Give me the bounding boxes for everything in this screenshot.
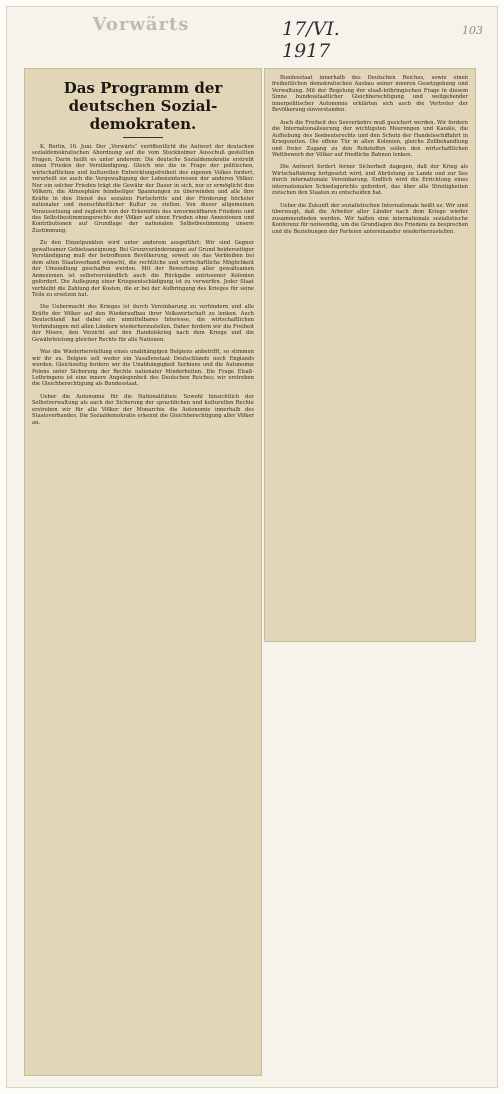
paragraph: Auch die Freiheit des Seeverkehrs muß gesichert werden. Wir fordern die Internationalisierung der wichtigsten Meerengen und Kanäle, die Aufhebung des Seebeuterechts und den Schutz der Handelsschiffahrt in Kriegszeiten. Die offene Tür in allen Kolonien, gleiche Zollbehandlung und freier Zugang zu den Rohstoffen sollen den wirtschaftlichen Wettbewerb der Völker auf friedliche Bahnen lenken.: [272, 119, 468, 158]
paragraph: Die Uebermacht des Krieges ist durch Vereinbarung zu verhindern und alle Kräfte der Völker auf den Wiederaufbau ihrer Volkswirtschaft zu lenken. Auch Deutschland hat dabei ein unmittelbares Interesse, die wirtschaftlichen Verbindungen mit allen Ländern wiederherzustellen. Daher fordern wir die Freiheit der Meere, den Verzicht auf den Handelskrieg nach dem Kriege und die Gewährleistung gleicher Rechte für alle Nationen.: [32, 304, 254, 343]
paragraph: K. Berlin, 16. Juni. Der „Vorwärts“ veröffentlicht die Antwort der deutschen sozialdemokratischen Abordnung auf die vom Stockholmer Ausschuß gestellten Fragen. Darin heißt es unter anderem: Die deutsche Sozialdemokratie erstrebt einen Frieden der Verständigung. Gleich wie die in Frage der politischen, wirtschaftlichen und kulturellen Entwicklungsfreiheit des eigenen Volkes fordert, verurteilt sie auch die Vergewaltigung der Lebensinteressen der anderen Völker. Nur ein solcher Frieden trägt die Gewähr der Dauer in sich, nur er ermöglicht den Völkern, die Atmosphäre feindseliger Spannungen zu überwinden und alle ihre Kräfte in den Dienst des sozialen Fortschritts und der Förderung höchster nationaler und menschheitlicher Kultur zu stellen. Von dieser allgemeinen Voraussetzung und zugleich von der Erkenntnis des unvermeidbaren Friedens und des Selbstbestimmungsrechts der Völker auf einen Frieden ohne Annexionen und Kontributionen auf Grundlage der nationalen Selbstbestimmung unsere Zustimmung.: [32, 144, 254, 234]
faded-masthead: Vorwärts: [92, 14, 190, 35]
paragraph: Die Antwort fordert ferner Sicherheit dagegen, daß der Krieg als Wirtschaftskrieg fortgesetzt wird, und Abrüstung zu Lande und zur See durch internationale Vereinbarung. Endlich wird die Errichtung eines internationalen Schiedsgerichts gefordert, das über alle Streitigkeiten zwischen den Staaten zu entscheiden hat.: [272, 164, 468, 197]
headline-rule: [123, 137, 163, 138]
right-column-text: [265, 69, 475, 235]
paragraph: Ueber die Autonomie für die Nationalitäten: Sowohl hinsichtlich der Selbstverwaltung als auch der Sicherung der sprachlichen und kulturellen Rechte erstreben wir für alle Völker der Monarchie die Autonomie innerhalb des Staatsverbandes. Die Sozialdemokratie erkennt die Gleichberechtigung aller Völker an.: [32, 393, 254, 426]
handwritten-date: 17/VI. 1917: [282, 18, 340, 62]
left-column-text: [25, 144, 261, 426]
paragraph: Was die Wiederherstellung eines unabhängigen Belgiens anbetrifft, so stimmen wir ihr zu. Belgien soll weder ein Vasallenstaat Deutschlands noch Englands werden. Gleichzeitig fordern wir die Unabhängigkeit Serbiens und die Autonomie Polens unter Sicherung der Rechte nationaler Minderheiten. Die Frage Elsaß-Lothringens ist eine innere Angelegenheit des Deutschen Reiches; wir erstreben die Gleichberechtigung als Bundesstaat.: [32, 349, 254, 388]
paragraph: Ueber die Zukunft der sozialistischen Internationale heißt es: Wir sind überzeugt, daß die Arbeiter aller Länder nach dem Kriege wieder zusammenfinden werden. Wir halten eine internationale sozialistische Konferenz für notwendig, um die Grundlagen des Friedens zu besprechen und die Beziehungen der Parteien untereinander wiederherzustellen.: [272, 202, 468, 235]
paragraph: Bundesstaat innerhalb des Deutschen Reiches, sowie einen freiheitlichen demokratischen Ausbau seiner inneren Gesetzgebung und Verwaltung. Mit der Regelung der elsaß-lothringischen Frage in diesem Sinne bundesstaatlicher Gleichberechtigung und weitgehender innerpolitischer Autonomie erklärten sich auch die Vertreter der Bevölkerung einverstanden.: [272, 75, 468, 114]
clipping-left-column: [24, 68, 262, 1076]
clipping-right-column: [264, 68, 476, 642]
article-headline: Das Programm der deutschen Sozial-demokraten.: [63, 79, 223, 133]
folio-number: 103: [462, 24, 483, 37]
paragraph: Zu den Einzelpunkten wird unter anderem ausgeführt: Wir sind Gegner gewaltsamer Gebietsaneignung. Bei Grenzveränderungen auf Grund beiderseitiger Verständigung muß der betroffenen Bevölkerung, soweit sie das Verbleiben bei dem alten Staatsverband wünscht, die rechtliche und wirtschaftliche Möglichkeit der Umsiedlung geschaffen werden. Mit der Bewertung aller gewaltsamen Annexionen ist selbstverständlich auch die Rückgabe entrissener Kolonien gefordert. Die Auflegung einer Kriegsentschädigung ist zu verwerfen. Jeder Staat verbleibt die Zahlung der Kosten, die er bei der Aufbringung des Krieges für seine Teile zu ersetzen hat.: [32, 240, 254, 298]
